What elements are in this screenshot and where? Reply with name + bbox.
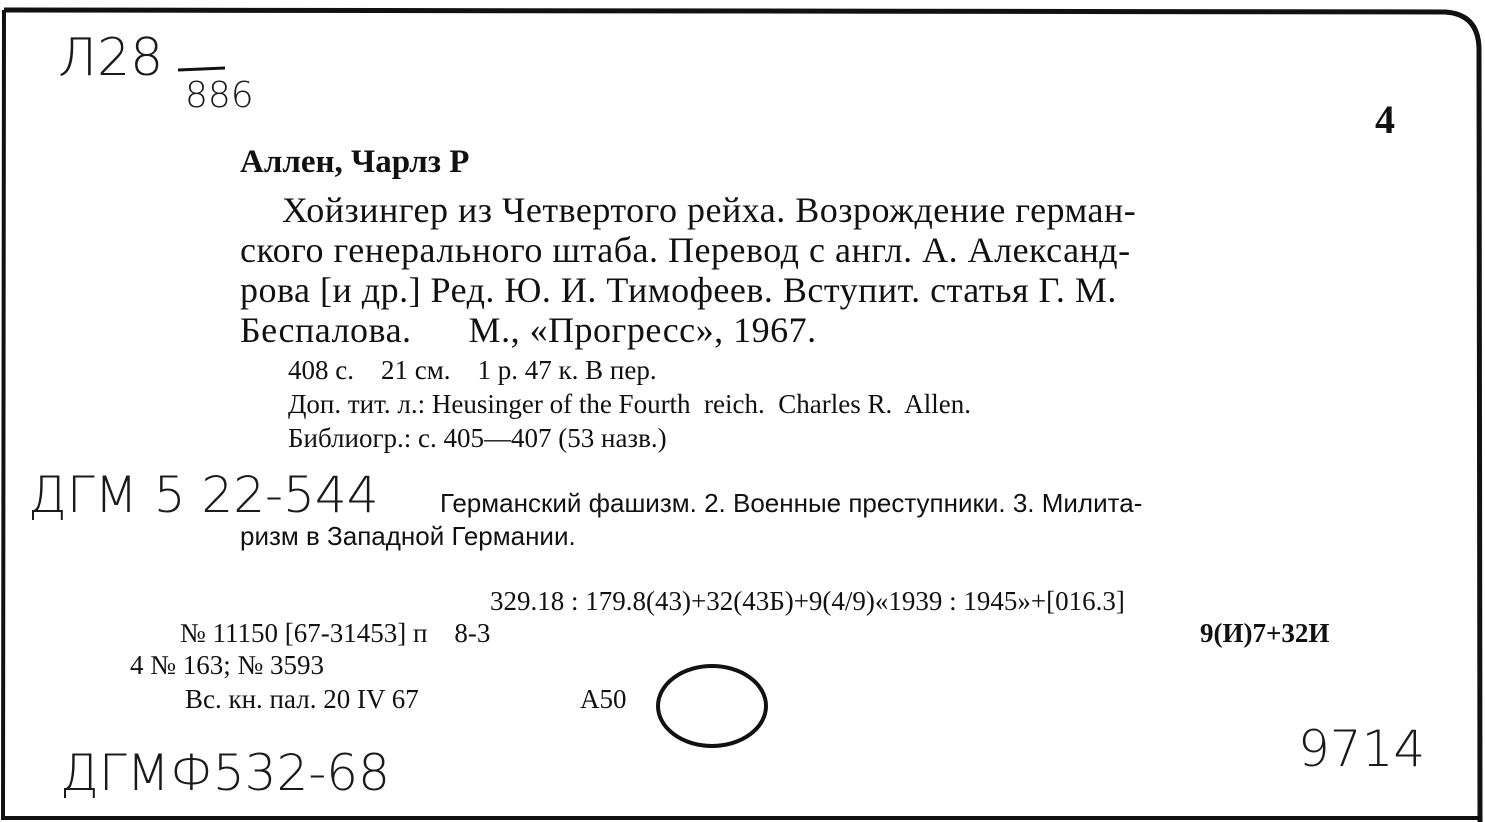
- title-line-1: Хойзингер из Четвертого рейха. Возрождение герман-: [282, 190, 1137, 230]
- registry-note: Вс. кн. пал. 20 IV 67: [185, 684, 419, 714]
- stamp-code: А50: [580, 684, 627, 714]
- card-number: 4: [1375, 97, 1395, 142]
- classification-index: 329.18 : 179.8(43)+32(43Б)+9(4/9)«1939 : 1945»+[016.3]: [490, 586, 1125, 616]
- title-line-4: Беспалова. М., «Прогресс», 1967.: [240, 310, 817, 350]
- class-code: 9(И)7+32И: [1200, 618, 1330, 648]
- title-line-2: ского генерального штаба. Перевод с англ. А. Александ-: [240, 230, 1131, 270]
- title-line-3: рова [и др.] Ред. Ю. И. Тимофеев. Вступит. статья Г. М.: [240, 270, 1117, 310]
- shelfmark-top: Л28: [58, 28, 164, 88]
- author-heading: Аллен, Чарлз Р: [240, 144, 470, 180]
- handwritten-bottom-right: 9714: [1298, 720, 1426, 778]
- handwritten-bottom-left: ДГМФ532-68: [60, 744, 390, 802]
- accession-number: № 11150 [67-31453] п 8-3: [180, 618, 491, 648]
- parallel-title: Доп. тит. л.: Heusinger of the Fourth reich. Charles R. Allen.: [288, 389, 972, 419]
- collation: 408 с. 21 см. 1 р. 47 к. В пер.: [288, 355, 657, 385]
- stamp-oval: [658, 666, 766, 746]
- bibliography-note: Библиогр.: с. 405—407 (53 назв.): [288, 423, 667, 453]
- shelfmark-bottom: 886: [185, 75, 254, 116]
- handwritten-shelf-left: ДГМ 5 22-544: [28, 466, 379, 524]
- subjects-line-1: Германский фашизм. 2. Военные преступники. 3. Милита-: [440, 488, 1143, 518]
- record-numbers: 4 № 163; № 3593: [130, 650, 325, 680]
- subjects-line-2: ризм в Западной Германии.: [240, 521, 576, 551]
